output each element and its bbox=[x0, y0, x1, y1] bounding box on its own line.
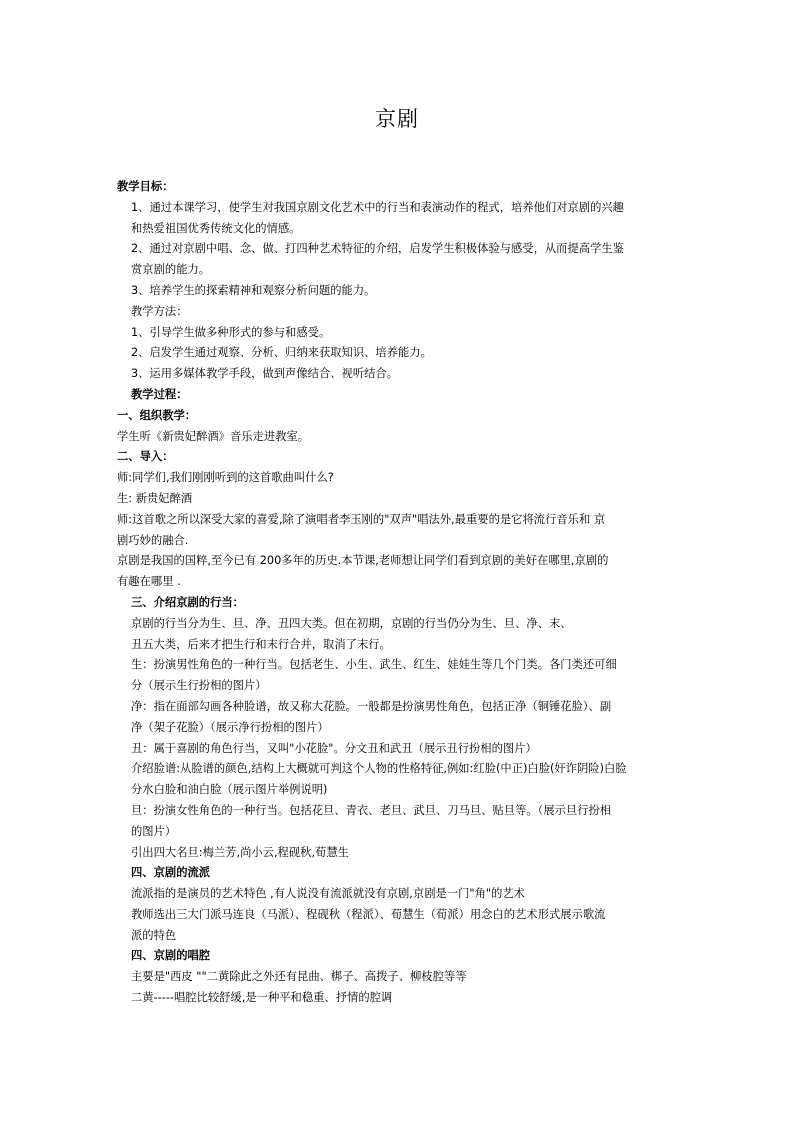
paragraph-line: 派的特色 bbox=[131, 928, 177, 942]
paragraph-line: 赏京剧的能力。 bbox=[131, 263, 211, 277]
heading-teaching-goals: 教学目标： bbox=[117, 180, 174, 193]
heading-teaching-methods: 教学方法： bbox=[131, 304, 188, 318]
section-heading: 四、京剧的唱腔 bbox=[131, 949, 211, 963]
section-heading: 三、介绍京剧的行当： bbox=[131, 595, 244, 609]
paragraph-line: 生：扮演男性角色的一种行当。包括老生、小生、武生、红生、娃娃生等几个门类。各门类还可细 bbox=[131, 658, 617, 672]
paragraph-line: 分（展示生行扮相的图片） bbox=[131, 679, 267, 693]
document-title: 京剧 bbox=[375, 107, 419, 131]
heading-teaching-process: 教学过程： bbox=[131, 387, 188, 401]
paragraph-line: 生: 新贵妃醉酒 bbox=[117, 491, 193, 505]
paragraph-line: 2、启发学生通过观察、分析、归纳来获取知识、培养能力。 bbox=[131, 346, 432, 360]
paragraph-line: 主要是"西皮 ""二黄除此之外还有昆曲、梆子、高拨子、柳枝腔等等 bbox=[131, 970, 467, 984]
paragraph-line: 剧巧妙的融合. bbox=[117, 533, 189, 547]
paragraph-line: 净：指在面部勾画各种脸谱，故又称大花脸。一般都是扮演男性角色，包括正净（铜锤花脸）、副 bbox=[131, 699, 612, 713]
paragraph-line: 1、引导学生做多种形式的参与和感受。 bbox=[131, 325, 331, 339]
paragraph-line: 引出四大名旦:梅兰芳,尚小云,程砚秋,荀慧生 bbox=[131, 845, 349, 859]
paragraph-line: 学生听《新贵妃醉酒》音乐走进教室。 bbox=[117, 429, 310, 443]
paragraph-line: 和热爱祖国优秀传统文化的情感。 bbox=[131, 221, 301, 235]
paragraph-line: 二黄-----唱腔比较舒缓,是一种平和稳重、抒情的腔调 bbox=[131, 991, 393, 1005]
paragraph-line: 1、通过本课学习，使学生对我国京剧文化艺术中的行当和表演动作的程式，培养他们对京剧的兴趣 bbox=[131, 200, 624, 214]
paragraph-line: 的图片） bbox=[131, 824, 177, 838]
paragraph-line: 旦：扮演女性角色的一种行当。包括花旦、青衣、老旦、武旦、刀马旦、贴旦等。（展示旦行扮相 bbox=[131, 803, 612, 817]
paragraph-line: 京剧是我国的国粹,至今已有 200多年的历史.本节课,老师想让同学们看到京剧的美好在哪里,京剧的 bbox=[117, 554, 609, 568]
paragraph-line: 流派指的是演员的艺术特色 ,有人说没有流派就没有京剧,京剧是一门"角"的艺术 bbox=[131, 887, 525, 901]
paragraph-line: 2、通过对京剧中唱、念、做、打四种艺术特征的介绍，启发学生积极体验与感受，从而提高学生鉴 bbox=[131, 242, 624, 256]
paragraph-line: 师:同学们,我们刚刚听到的这首歌曲叫什么? bbox=[117, 471, 334, 485]
paragraph-line: 教师选出三大门派马连良（马派）、程砚秋（程派）、荀慧生（荀派）用念白的艺术形式展示歌流 bbox=[131, 907, 606, 921]
section-heading: 二、导入： bbox=[117, 450, 174, 464]
paragraph-line: 有趣在哪里 . bbox=[117, 575, 181, 589]
section-heading: 四、京剧的流派 bbox=[131, 866, 211, 880]
paragraph-line: 3、运用多媒体教学手段，做到声像结合、视听结合。 bbox=[131, 367, 399, 381]
paragraph-line: 京剧的行当分为生、旦、净、丑四大类。但在初期，京剧的行当仍分为生、旦、净、末、 bbox=[131, 616, 572, 630]
paragraph-line: 丑：属于喜剧的角色行当，又叫"小花脸"。分文丑和武丑（展示丑行扮相的图片） bbox=[131, 741, 537, 755]
paragraph-line: 丑五大类，后来才把生行和末行合并，取消了末行。 bbox=[131, 637, 391, 651]
document-body bbox=[117, 177, 662, 1009]
paragraph-line: 介绍脸谱:从脸谱的颜色,结构上大概就可判这个人物的性格特征,例如:红脸(中正)白脸(奸诈阴险)白脸 bbox=[131, 762, 627, 776]
paragraph-line: 3、培养学生的探索精神和观察分析问题的能力。 bbox=[131, 283, 376, 297]
paragraph-line: 净（架子花脸）（展示净行扮相的图片） bbox=[131, 720, 329, 734]
paragraph-line: 分水白脸和油白脸（展示图片举例说明) bbox=[131, 783, 328, 797]
section-heading: 一、组织教学： bbox=[117, 408, 197, 422]
paragraph-line: 师:这首歌之所以深受大家的喜爱,除了演唱者李玉刚的"双声"唱法外,最重要的是它将流行音乐和 京 bbox=[117, 512, 606, 526]
